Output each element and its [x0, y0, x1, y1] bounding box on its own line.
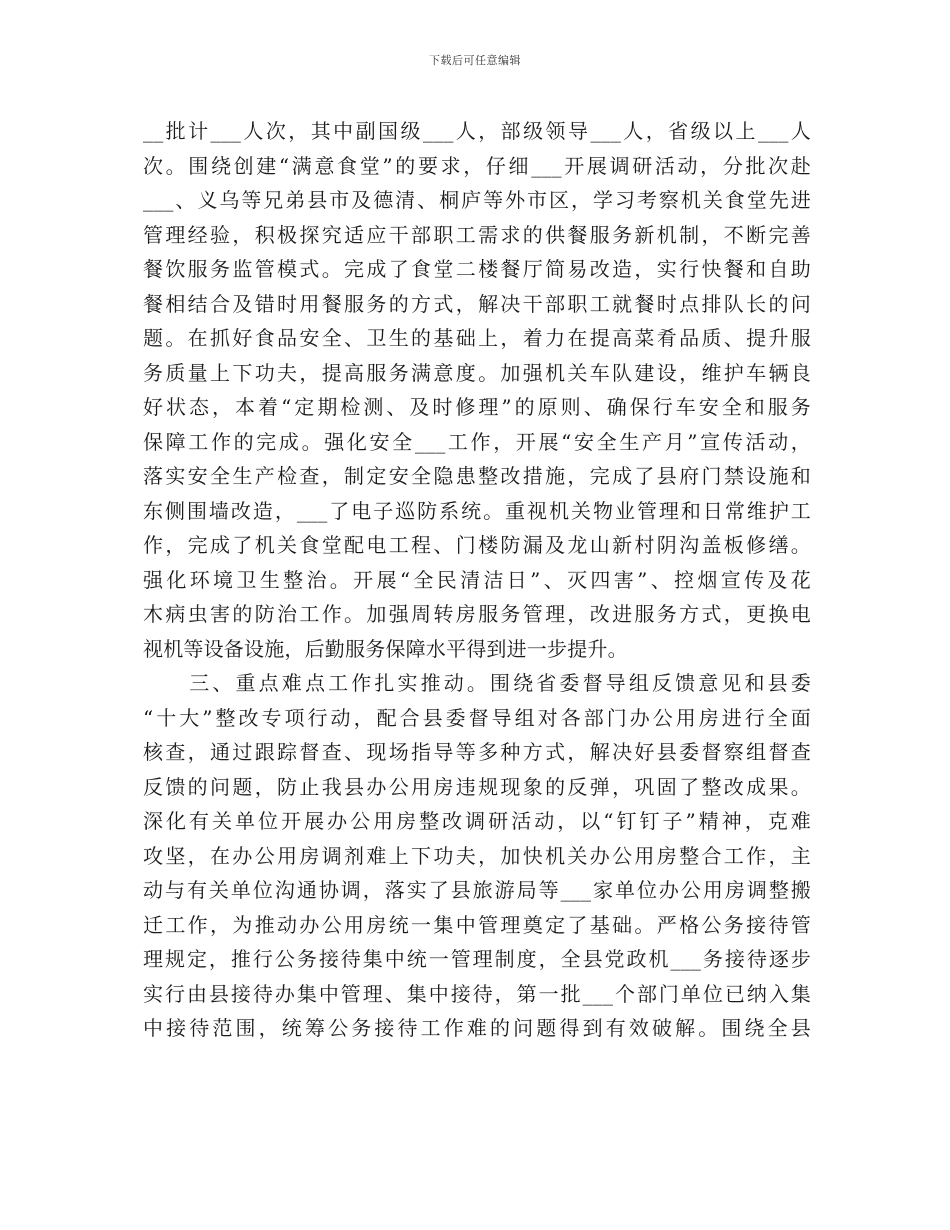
text-line: 动与有关单位沟通协调，落实了县旅游局等___家单位办公用房调整搬: [143, 878, 811, 902]
text-line: 迁工作，为推动办公用房统一集中管理奠定了基础。严格公务接待管: [143, 912, 811, 937]
text-line: 视机等设备设施，后勤服务保障水平得到进一步提升。: [143, 636, 628, 661]
text-line: 作，完成了机关食堂配电工程、门楼防漏及龙山新村阴沟盖板修缮。: [143, 533, 811, 557]
text-line: 务质量上下功夫，提高服务满意度。加强机关车队建设，维护车辆良: [143, 360, 811, 385]
text-line: __批计___人次，其中副国级___人，部级领导___人，省级以上___人: [143, 119, 811, 143]
text-line: 保障工作的完成。强化安全___工作，开展“安全生产月”宣传活动，: [143, 429, 811, 454]
text-line: 理规定，推行公务接待集中统一管理制度，全县党政机___务接待逐步: [143, 947, 811, 971]
text-line: 深化有关单位开展办公用房整改调研活动，以“钉钉子”精神，克难: [143, 809, 811, 833]
text-line: 核查，通过跟踪督查、现场指导等多种方式，解决好县委督察组督查: [143, 740, 811, 764]
text-line: 餐相结合及错时用餐服务的方式，解决干部职工就餐时点排队长的问: [143, 291, 811, 316]
text-line: ___、义乌等兄弟县市及德清、桐庐等外市区，学习考察机关食堂先进: [143, 188, 811, 212]
text-line: 攻坚，在办公用房调剂难上下功夫，加快机关办公用房整合工作，主: [143, 843, 811, 868]
text-line: 好状态，本着“定期检测、及时修理”的原则、确保行车安全和服务: [143, 395, 811, 419]
text-line: “十大”整改专项行动，配合县委督导组对各部门办公用房进行全面: [143, 705, 811, 730]
text-line: 落实安全生产检查，制定安全隐患整改措施，完成了县府门禁设施和: [143, 464, 811, 488]
text-line: 中接待范围，统筹公务接待工作难的问题得到有效破解。围绕全县: [143, 1016, 811, 1040]
text-line: 东侧围墙改造，___了电子巡防系统。重视机关物业管理和日常维护工: [143, 498, 811, 523]
text-line: 强化环境卫生整治。开展“全民清洁日”、灭四害”、控烟宣传及花: [143, 567, 811, 592]
page-header: 下载后可任意编辑: [429, 54, 521, 67]
text-line: 次。围绕创建“满意食堂”的要求，仔细___开展调研活动，分批次赴: [143, 153, 811, 178]
text-line: 餐饮服务监管模式。完成了食堂二楼餐厅简易改造，实行快餐和自助: [143, 257, 811, 281]
text-line: 三、重点难点工作扎实推动。围绕省委督导组反馈意见和县委: [143, 671, 811, 695]
text-line: 题。在抓好食品安全、卫生的基础上，着力在提高菜肴品质、提升服: [143, 326, 811, 350]
text-line: 反馈的问题，防止我县办公用房违规现象的反弹，巩固了整改成果。: [143, 774, 811, 799]
document-body: [143, 114, 811, 1046]
text-line: 木病虫害的防治工作。加强周转房服务管理，改进服务方式，更换电: [143, 602, 811, 626]
text-line: 实行由县接待办集中管理、集中接待，第一批___个部门单位已纳入集: [143, 981, 811, 1006]
text-line: 管理经验，积极探究适应干部职工需求的供餐服务新机制，不断完善: [143, 222, 811, 247]
